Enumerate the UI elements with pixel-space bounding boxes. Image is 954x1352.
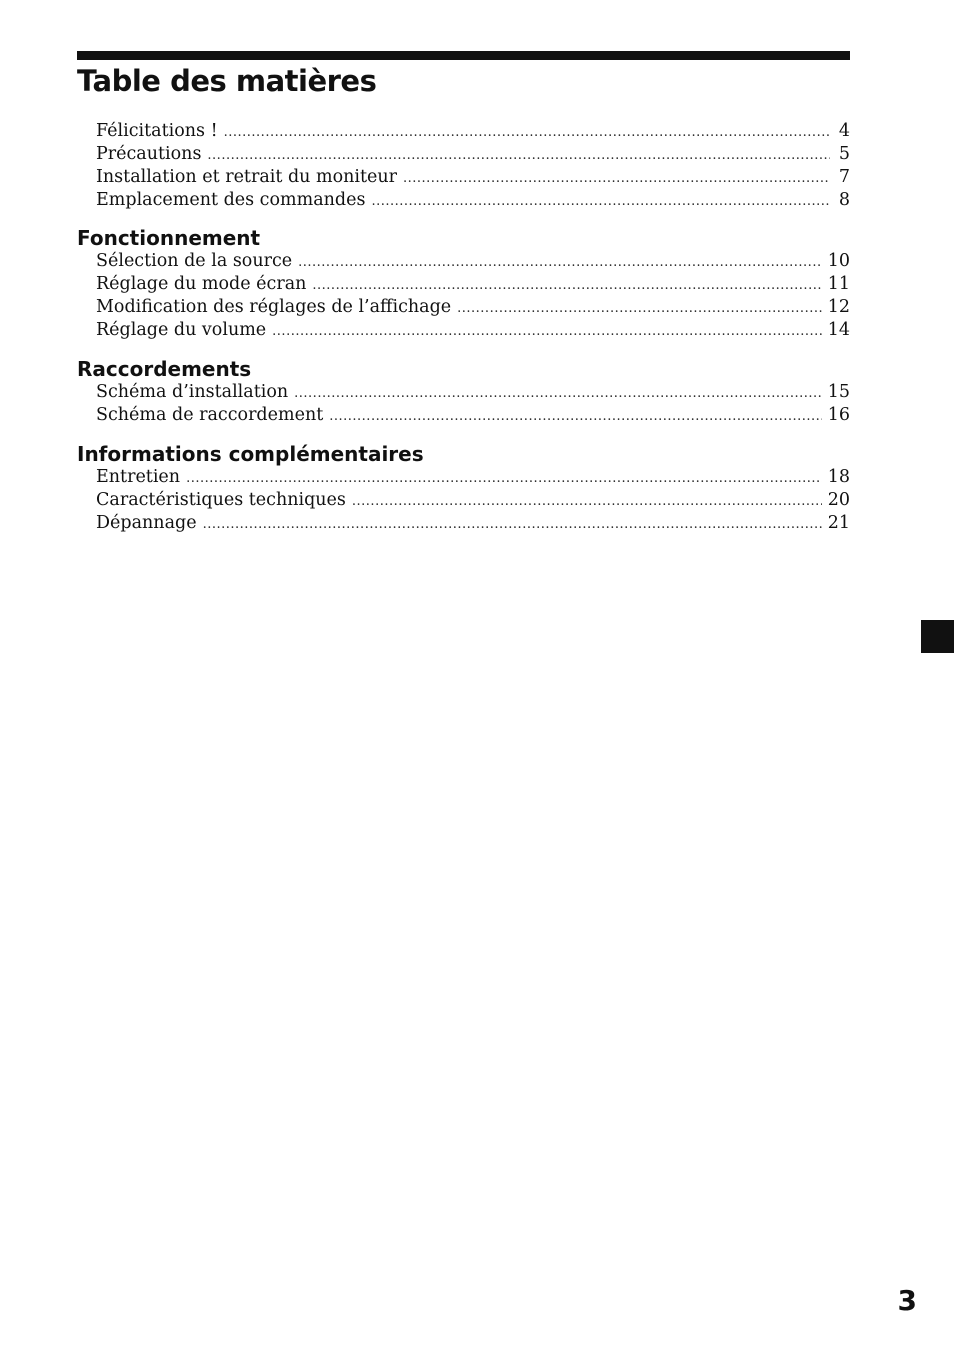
toc-entry-title: Caractéristiques techniques	[96, 490, 346, 510]
toc-section-informations	[77, 442, 850, 535]
toc-entry-page: 10	[827, 251, 850, 271]
toc-entry-page: 11	[827, 274, 850, 294]
toc-entry[interactable]	[96, 273, 850, 296]
toc-list	[77, 120, 850, 212]
top-rule	[77, 51, 850, 60]
toc-entry[interactable]	[96, 250, 850, 273]
toc-entry[interactable]	[96, 166, 850, 189]
language-edge-tab	[921, 620, 954, 653]
page-title: Table des matières	[77, 64, 377, 98]
toc-leader-dots	[294, 382, 822, 405]
toc-leader-dots	[352, 490, 822, 513]
toc-list	[77, 466, 850, 535]
toc-entry-title: Réglage du volume	[96, 320, 267, 340]
toc-entry-title: Félicitations !	[96, 121, 218, 141]
toc-entry-title: Emplacement des commandes	[96, 190, 366, 210]
toc-section-fonctionnement	[77, 226, 850, 342]
toc-leader-dots	[329, 405, 821, 428]
toc-entry[interactable]	[96, 296, 850, 319]
toc-entry-title: Sélection de la source	[96, 251, 293, 271]
toc-entry-page: 4	[838, 121, 850, 141]
toc-entry-page: 20	[827, 490, 850, 510]
toc-entry[interactable]	[96, 381, 850, 404]
toc-entry-page: 5	[838, 144, 850, 164]
toc-leader-dots	[298, 251, 822, 274]
toc-list	[77, 381, 850, 427]
toc-leader-dots	[371, 190, 830, 213]
toc-entry-title: Précautions	[96, 144, 202, 164]
toc-entry-page: 18	[827, 467, 850, 487]
section-heading: Informations complémentaires	[77, 442, 424, 466]
toc-entry-title: Entretien	[96, 467, 181, 487]
toc-entry-title: Réglage du mode écran	[96, 274, 307, 294]
toc-entry[interactable]	[96, 319, 850, 342]
toc-leader-dots	[203, 513, 822, 536]
toc-entry-title: Schéma d’installation	[96, 382, 289, 402]
toc-leader-dots	[224, 121, 830, 144]
toc-entry-page: 16	[827, 405, 850, 425]
toc-section-intro	[77, 120, 850, 212]
section-heading: Fonctionnement	[77, 226, 261, 250]
toc-section-raccordements	[77, 357, 850, 427]
toc-leader-dots	[457, 297, 822, 320]
toc-entry-page: 21	[827, 513, 850, 533]
toc-leader-dots	[312, 274, 821, 297]
toc-entry-page: 12	[827, 297, 850, 317]
toc-entry-title: Dépannage	[96, 513, 197, 533]
toc-entry-page: 7	[838, 167, 850, 187]
toc-entry[interactable]	[96, 404, 850, 427]
page-number: 3	[897, 1284, 917, 1317]
section-heading: Raccordements	[77, 357, 252, 381]
toc-entry-title: Installation et retrait du moniteur	[96, 167, 398, 187]
toc-entry-page: 8	[838, 190, 850, 210]
toc-entry[interactable]	[96, 189, 850, 212]
toc-leader-dots	[207, 144, 830, 167]
toc-entry-title: Modification des réglages de l’affichage	[96, 297, 452, 317]
toc-leader-dots	[186, 467, 822, 490]
toc-leader-dots	[272, 320, 822, 343]
toc-entry[interactable]	[96, 489, 850, 512]
toc-entry[interactable]	[96, 512, 850, 535]
toc-entry-title: Schéma de raccordement	[96, 405, 324, 425]
toc-entry[interactable]	[96, 143, 850, 166]
toc-entry[interactable]	[96, 466, 850, 489]
toc-entry-page: 14	[827, 320, 850, 340]
toc-list	[77, 250, 850, 342]
toc-entry[interactable]	[96, 120, 850, 143]
toc-leader-dots	[403, 167, 830, 190]
toc-entry-page: 15	[827, 382, 850, 402]
